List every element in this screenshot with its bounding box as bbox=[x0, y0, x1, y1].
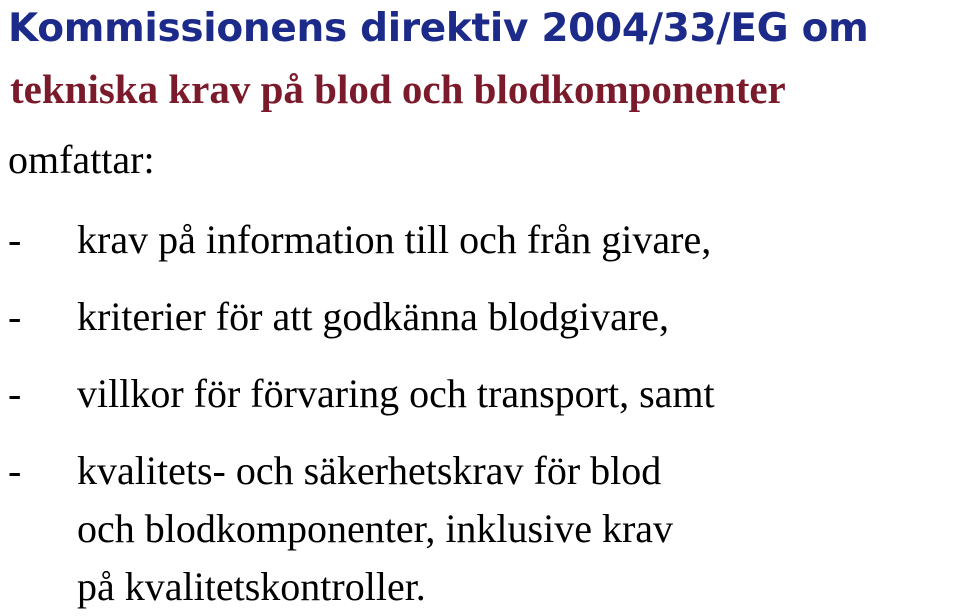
list-item-text bbox=[77, 442, 673, 616]
list-item-text bbox=[77, 288, 669, 346]
list-item-text bbox=[77, 365, 715, 423]
slide-title-line-1: Kommissionens direktiv 2004/33/EG om bbox=[8, 6, 869, 51]
list-item-line: kvalitets- och säkerhetskrav för blod bbox=[77, 448, 662, 493]
slide-title-line-2: tekniska krav på blod och blodkomponenter bbox=[10, 66, 786, 112]
list-item-line: kriterier för att godkänna blodgivare, bbox=[77, 294, 669, 339]
bullet-dash: - bbox=[8, 217, 22, 262]
intro-text: omfattar: bbox=[8, 137, 155, 182]
list-item-text bbox=[77, 211, 711, 269]
bullet-dash: - bbox=[8, 371, 22, 416]
list-item-line: på kvalitetskontroller. bbox=[77, 564, 426, 609]
list-item-line: krav på information till och från givare, bbox=[77, 217, 712, 262]
list-item-line: och blodkomponenter, inklusive krav bbox=[77, 506, 674, 551]
bullet-dash: - bbox=[8, 294, 22, 339]
list-item-line: villkor för förvaring och transport, samt bbox=[77, 371, 715, 416]
bullet-dash: - bbox=[8, 448, 22, 493]
